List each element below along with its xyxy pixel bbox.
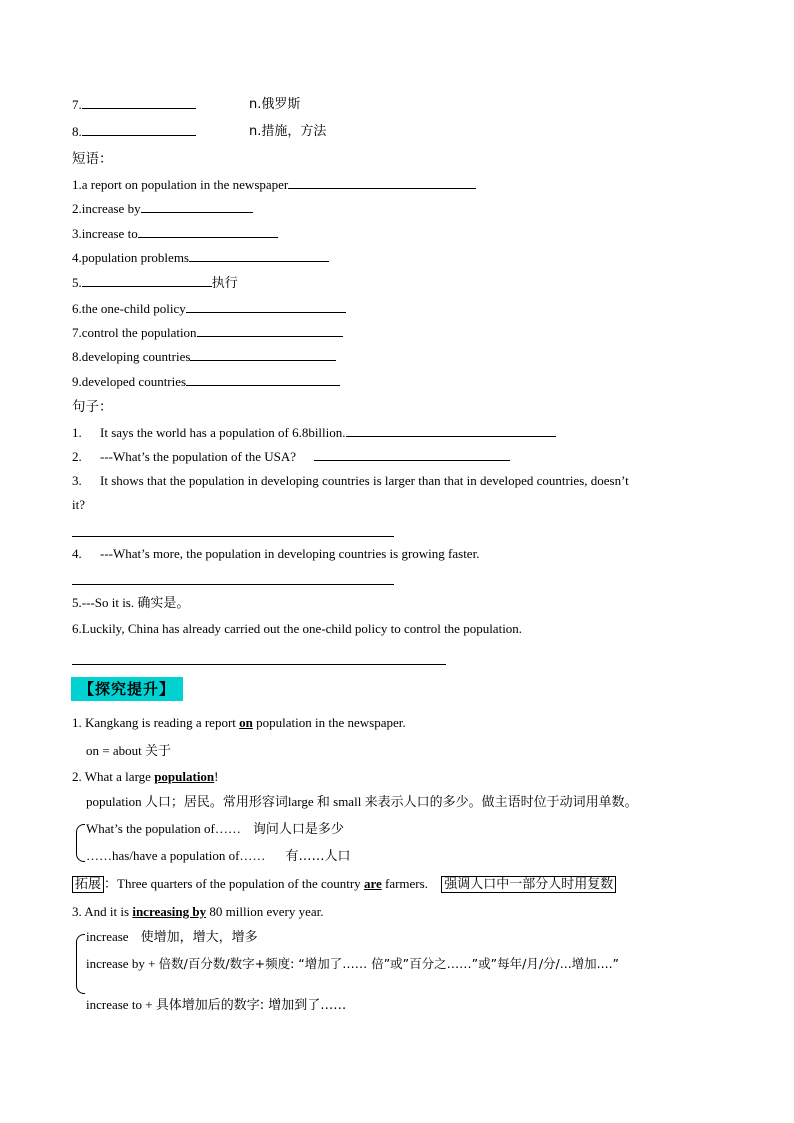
sentence-item: 4. ---What’s more, the population in developing countries is growing faster. <box>72 546 480 561</box>
answer-blank[interactable] <box>82 123 196 136</box>
brace-bracket <box>76 824 85 862</box>
explore-point-2: 2. What a large population! <box>72 769 219 784</box>
phrase-item: 3.increase to <box>72 225 278 243</box>
phrase-item: 5. 执行 <box>72 275 238 291</box>
answer-blank[interactable] <box>141 200 253 213</box>
extension-note: 强调人口中一部分人时用复数 <box>441 876 616 893</box>
answer-blank[interactable] <box>346 424 556 437</box>
extension-line: 拓展 ：Three quarters of the population of the country are farmers. 强调人口中一部分人时用复数 <box>72 875 616 894</box>
usage-line: What’s the population of…… 询问人口是多少 <box>86 821 344 837</box>
phrase-item: 6.the one-child policy <box>72 300 346 318</box>
sentence-item: 1. It says the world has a population of 6.8billion. <box>72 424 556 442</box>
sentence-item-cont: it? <box>72 497 85 512</box>
sentence-item: 5.---So it is. 确实是。 <box>72 595 190 611</box>
answer-blank[interactable] <box>189 249 329 262</box>
phrase-item: 9.developed countries <box>72 373 340 391</box>
answer-line[interactable] <box>72 536 394 537</box>
explore-point-1: 1. Kangkang is reading a report on population in the newspaper. <box>72 715 406 730</box>
explore-point-3: 3. And it is increasing by 80 million every year. <box>72 904 324 919</box>
answer-blank[interactable] <box>82 96 196 109</box>
explore-note: on = about 关于 <box>86 743 171 759</box>
answer-line[interactable] <box>72 584 394 585</box>
section-title: 【探究提升】 <box>71 677 183 701</box>
vocab-row-7 <box>72 96 301 114</box>
answer-blank[interactable] <box>82 274 212 287</box>
extension-label: 拓展 <box>72 876 104 893</box>
usage-line: increase by + 倍数/百分数/数字+频度: “增加了…… 倍”或”百分之……”或”每年/月/分/...增加....” <box>86 956 620 971</box>
vocab-meaning: n.措施，方法 <box>249 124 327 139</box>
phrase-item: 4.population problems <box>72 249 329 267</box>
vocab-meaning: n.俄罗斯 <box>249 97 301 112</box>
answer-blank[interactable] <box>186 300 346 313</box>
sentence-item: 3. It shows that the population in developing countries is larger than that in developed countries, doesn’t <box>72 473 629 488</box>
vocab-row-8 <box>72 123 327 141</box>
answer-blank[interactable] <box>190 348 336 361</box>
usage-line: increase 使增加，增大，增多 <box>86 929 258 945</box>
answer-blank[interactable] <box>197 324 343 337</box>
answer-blank[interactable] <box>138 225 278 238</box>
phrase-item: 7.control the population <box>72 324 343 342</box>
sentences-heading: 句子： <box>72 399 113 415</box>
phrase-item: 2.increase by <box>72 200 253 218</box>
answer-blank[interactable] <box>288 176 476 189</box>
vocab-number: 8. <box>72 124 82 139</box>
explore-note: population 人口；居民。常用形容词large 和 small 来表示人口的多少。做主语时位于动词用单数。 <box>86 794 638 810</box>
phrase-item: 8.developing countries <box>72 348 336 366</box>
vocab-number: 7. <box>72 97 82 112</box>
answer-blank[interactable] <box>186 373 340 386</box>
sentence-item: 6.Luckily, China has already carried out the one-child policy to control the population. <box>72 621 523 636</box>
sentence-item: 2. ---What’s the population of the USA? <box>72 448 510 466</box>
usage-line: increase to + 具体增加后的数字: 增加到了…… <box>86 997 347 1013</box>
usage-line: ……has/have a population of…… 有……人口 <box>86 848 351 864</box>
phrases-heading: 短语： <box>72 151 113 167</box>
phrase-item: 1.a report on population in the newspaper <box>72 176 476 194</box>
answer-blank[interactable] <box>314 448 510 461</box>
answer-line[interactable] <box>72 664 446 665</box>
brace-bracket <box>76 934 85 994</box>
